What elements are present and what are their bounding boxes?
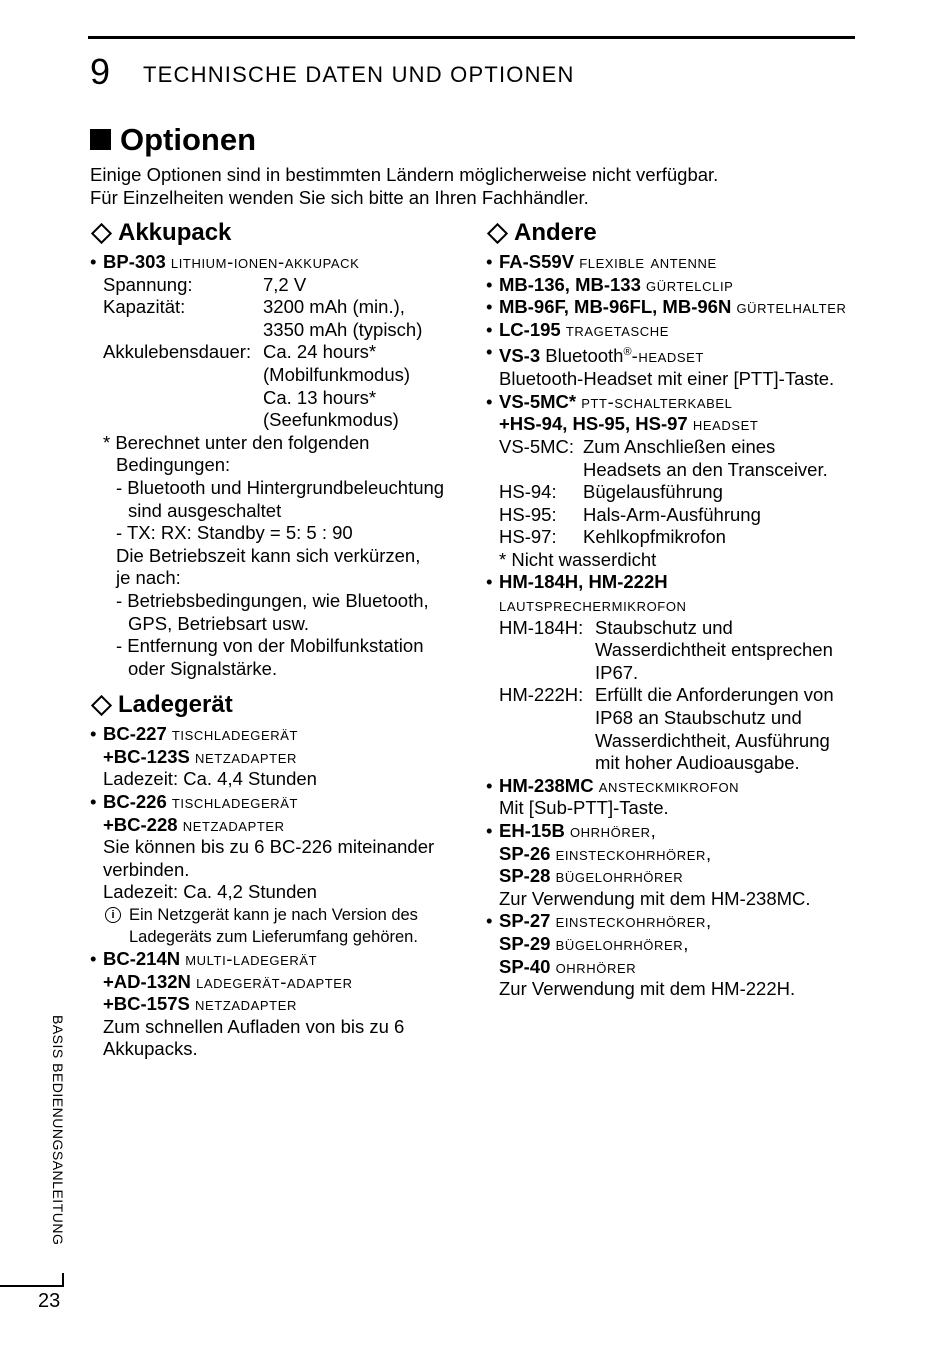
list-item: • LC-195 tragetasche (486, 318, 669, 340)
list-item: • HM-184H, HM-222H lautsprechermikrofon HM-184H: Staubschutz und Wasserdichtheit entsprechen IP67. HM-222H: Erfüllt die Anforderungen von IP68 an Staubschutz und Wasserdichtheit, Ausführung mit hoher Audioausgabe. (486, 571, 866, 774)
list-item: • BC-227 tischladegerät +BC-123S netzadapter Ladezeit: Ca. 4,4 Stunden (90, 723, 317, 790)
info-note: i Ein Netzgerät kann je nach Version des Ladegeräts zum Lieferumfang gehören. (103, 904, 470, 948)
chapter-title: TECHNISCHE DATEN UND OPTIONEN (143, 62, 575, 87)
subsection-andere: Andere (486, 218, 866, 248)
page-rule (0, 1285, 64, 1287)
list-item: • BP-303 lithium-ionen-akkupack Spannung: 7,2 V Kapazität: 3200 mAh (min.), 3350 mAh (typisch) Akkulebensdauer: Ca. 24 hours* (Mobilfunkmodus) Ca. 13 hours* (Seefunkmodus) * Berechnet unter den folgenden Bedingungen: - Bluetooth und Hintergrundbeleuchtung sind ausgeschaltet - TX: RX: Standby = 5: 5 : 90 Die Betriebszeit kann sich verkürzen, je nach: - Betriebsbedingungen, wie Bluetooth, GPS, Betriebsart usw. - Entfernung von der Mobilfunkstation oder Signalstärke. (90, 251, 470, 680)
list-item: • HM-238MC ansteckmikrofon Mit [Sub-PTT]-Taste. (486, 774, 740, 819)
footnote: * Berechnet unter den folgenden (103, 431, 370, 453)
header-rule (88, 36, 855, 39)
subsection-akkupack: Akkupack (90, 218, 470, 248)
diamond-icon (91, 222, 112, 243)
list-item: • SP-27 einsteckohrhörer, SP-29 bügelohrhörer, SP-40 ohrhörer Zur Verwendung mit dem HM-222H. (486, 910, 796, 1000)
list-item: • BC-214N multi-ladegerät +AD-132N ladegerät-adapter +BC-157S netzadapter Zum schnellen Aufladen von bis zu 6 Akkupacks. (90, 948, 405, 1060)
diamond-icon (487, 222, 508, 243)
list-item: • VS-5MC* ptt-schalterkabel +HS-94, HS-95, HS-97 headset VS-5MC: Zum Anschließen eines Headsets an den Transceiver. HS-94: Bügelausführung HS-95: Hals-Arm-Ausführung HS-97: Kehlkopfmikrofon * Nicht wasserdicht (486, 391, 866, 572)
diamond-icon (91, 695, 112, 716)
list-item: • MB-136, MB-133 gürtelclip (486, 273, 734, 295)
spec-table: Spannung: 7,2 V Kapazität: 3200 mAh (min.), 3350 mAh (typisch) Akkulebensdauer: Ca. 24 hours* (Mobilfunkmodus) Ca. 13 hours* (Seefunkmodus) (103, 273, 423, 431)
headset-table: VS-5MC: Zum Anschließen eines Headsets an den Transceiver. HS-94: Bügelausführung HS-95: Hals-Arm-Ausführung HS-97: Kehlkopfmikrofon (499, 435, 828, 548)
section-title: Optionen (90, 122, 256, 158)
list-item: • FA-S59V flexible antenne (486, 251, 717, 272)
list-item: • VS-3 Bluetooth®-headset Bluetooth-Headset mit einer [PTT]-Taste. (486, 341, 835, 390)
list-item: • MB-96F, MB-96FL, MB-96N gürtelhalter (486, 296, 847, 318)
microphone-table: HM-184H: Staubschutz und Wasserdichtheit entsprechen IP67. HM-222H: Erfüllt die Anforderungen von IP68 an Staubschutz und Wasserdichtheit, Ausführung mit hoher Audioausgabe. (499, 616, 834, 774)
square-bullet-icon (90, 129, 111, 150)
page-number: 23 (38, 1290, 61, 1312)
chapter-number: 9 (90, 51, 111, 92)
section-intro: Einige Optionen sind in bestimmten Ländern möglicherweise nicht verfügbar. Für Einzelheiten wenden Sie sich bitte an Ihren Fachhändler. (90, 164, 719, 208)
right-column (486, 218, 866, 1001)
list-item: • EH-15B ohrhörer, SP-26 einsteckohrhörer, SP-28 bügelohrhörer Zur Verwendung mit dem HM-238MC. (486, 820, 811, 909)
subsection-ladegeraet: Ladegerät (90, 690, 470, 720)
left-column (90, 218, 470, 1061)
sidebar-label: BASIS BEDIENUNGSANLEITUNG (50, 1015, 66, 1246)
info-icon: i (105, 907, 121, 923)
list-item: • BC-226 tischladegerät +BC-228 netzadapter Sie können bis zu 6 BC-226 miteinander verbinden. Ladezeit: Ca. 4,2 Stunden i Ein Netzgerät kann je nach Version des Ladegeräts zum Lieferumfang gehören. (90, 791, 470, 948)
